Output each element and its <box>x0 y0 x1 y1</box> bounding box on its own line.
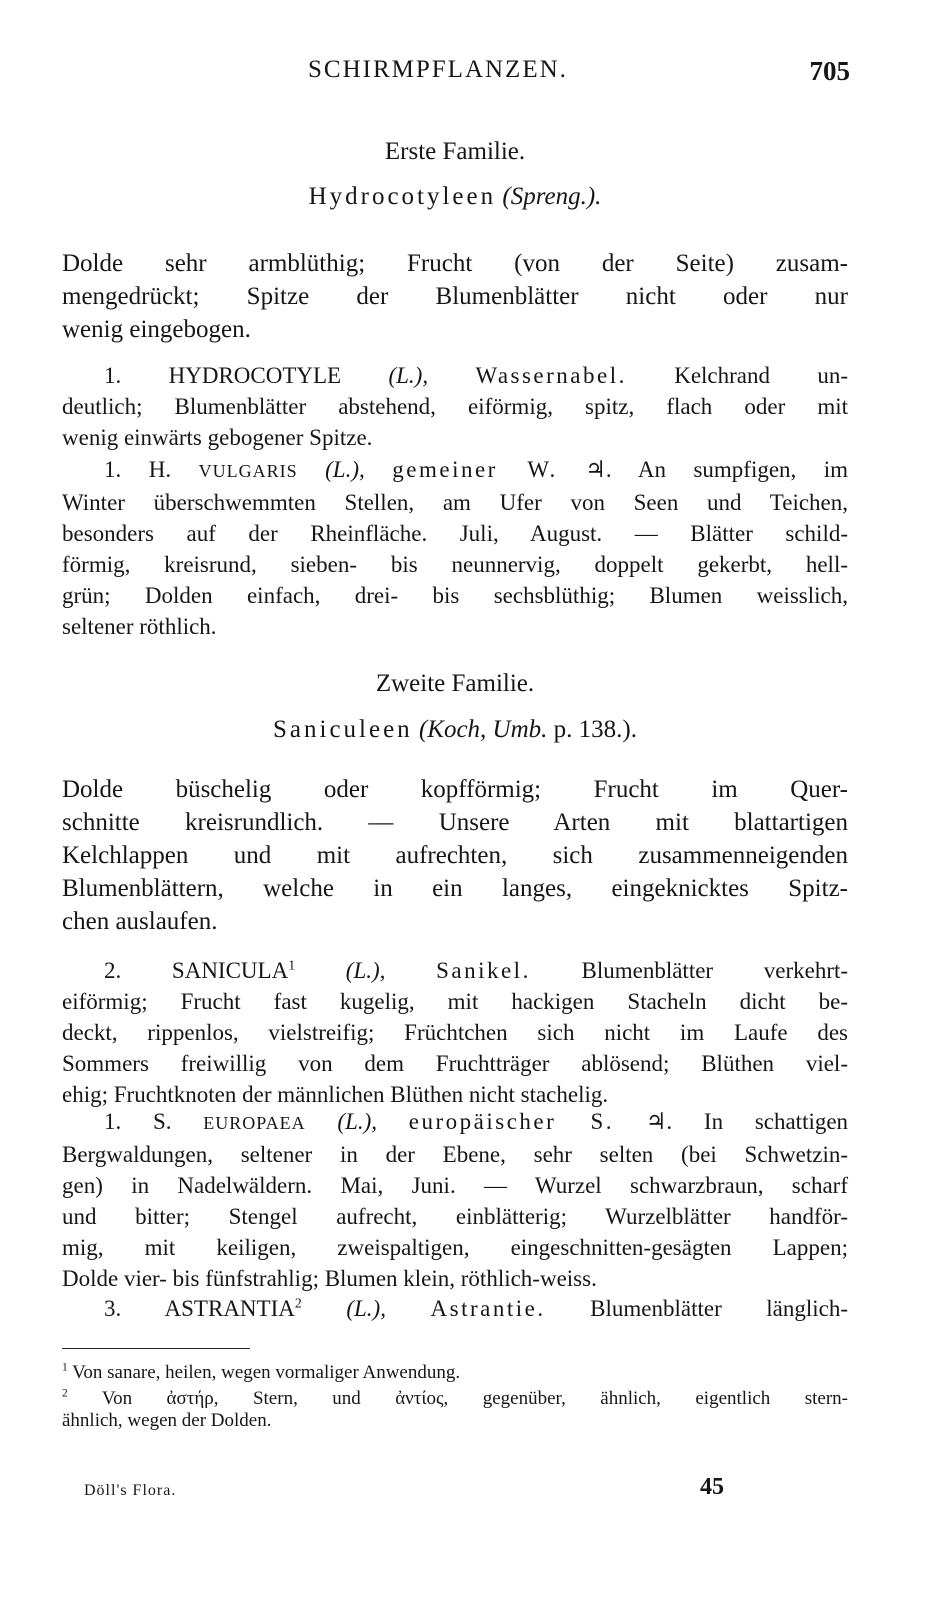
text-line: besonders auf der Rheinfläche. Juli, August. — Blätter schild- <box>62 521 848 546</box>
species-author: (L.), <box>325 457 365 482</box>
footer-publication: Döll's Flora. <box>84 1482 177 1499</box>
species-epithet: EUROPAEA <box>203 1113 306 1133</box>
text-line: Sommers freiwillig von dem Fruchtträger ablösend; Blüthen viel- <box>62 1051 848 1076</box>
genus-3-first-line <box>62 1293 848 1324</box>
footnote-marker: 2 <box>62 1387 68 1400</box>
footnote-2 <box>62 1388 848 1432</box>
text-line: grün; Dolden einfach, drei- bis sechsblüthig; Blumen weisslich, <box>62 583 848 608</box>
species-1-entry <box>62 454 848 642</box>
genus-name: ASTRANTIA <box>164 1296 295 1321</box>
footnote-text: Von ἀστήρ, Stern, und ἀντίος, gegenüber, ähnlich, eigentlich stern- <box>101 1388 848 1409</box>
text-line: gen) in Nadelwäldern. Mai, Juni. — Wurzel schwarzbraun, scharf <box>62 1173 848 1198</box>
footnote-marker: 1 <box>288 957 296 973</box>
family-1-name <box>60 183 850 211</box>
running-head <box>60 56 850 96</box>
text-line: Kelchlappen und mit aufrechten, sich zusammenneigenden <box>62 842 848 869</box>
genus-name: SANICULA <box>171 958 289 983</box>
genus-number: 2. <box>104 958 122 983</box>
species-common-name: europäischer S. <box>408 1109 615 1134</box>
genus-1-first-line <box>62 360 848 391</box>
family-1-author: (Spreng.). <box>502 183 602 210</box>
text-line: Dolde vier- bis fünfstrahlig; Blumen klein, röthlich-weiss. <box>62 1266 597 1291</box>
text-line: mengedrückt; Spitze der Blumenblätter nicht oder nur <box>62 283 848 310</box>
text-line: eiförmig; Frucht fast kugelig, mit hackigen Stacheln dicht be- <box>62 989 848 1014</box>
family-1-heading: Erste Familie. <box>384 138 526 165</box>
genus-author: (L.), <box>388 363 429 388</box>
genus-3-entry <box>62 1293 848 1324</box>
text-line: deutlich; Blumenblätter abstehend, eiförmig, spitz, flach oder mit <box>62 394 848 419</box>
text-line: förmig, kreisrund, sieben- bis neunnervig, doppelt gekerbt, hell- <box>62 552 848 577</box>
footnote-line: ähnlich, wegen der Dolden. <box>62 1410 272 1431</box>
signature-mark: 45 <box>700 1474 724 1500</box>
footnote-divider <box>62 1348 250 1349</box>
text-line: Dolde sehr armblüthig; Frucht (von der Seite) zusam- <box>62 250 848 277</box>
genus-common-name: Wassernabel. <box>475 363 627 388</box>
genus-author: (L.), <box>346 1296 386 1321</box>
genus-2-entry <box>62 955 848 1110</box>
species-common-name: gemeiner W. <box>392 457 558 482</box>
text-line: deckt, rippenlos, vielstreifig; Früchtchen sich nicht im Laufe des <box>62 1020 848 1045</box>
text-line: ehig; Fruchtknoten der männlichen Blüthen nicht stachelig. <box>62 1082 609 1107</box>
species-author: (L.), <box>337 1109 378 1134</box>
genus-common-name: Sanikel. <box>436 958 531 983</box>
genus-number: 1. <box>104 363 122 388</box>
text-run: Kelchrand un- <box>674 363 849 388</box>
text-line: Bergwaldungen, seltener in der Ebene, sehr selten (bei Schwetzin- <box>62 1142 848 1167</box>
footnote-line <box>62 1388 848 1410</box>
genus-1-entry <box>62 360 848 453</box>
family-1-title: Hydrocotyleen <box>308 183 497 210</box>
footnote-1 <box>62 1362 848 1384</box>
family-2-description <box>62 773 848 938</box>
genus-2-first-line <box>62 955 848 986</box>
text-line: wenig einwärts gebogener Spitze. <box>62 425 373 450</box>
running-title: SCHIRMPFLANZEN. <box>308 56 568 83</box>
species-2-entry <box>62 1106 848 1294</box>
text-line: Winter überschwemmten Stellen, am Ufer von Seen und Teichen, <box>62 490 848 515</box>
species-epithet: VULGARIS <box>198 461 298 481</box>
text-line: schnitte kreisrundlich. — Unsere Arten mit blattartigen <box>62 809 848 836</box>
species-number: 1. <box>104 1109 122 1134</box>
footnote-text: Von sanare, heilen, wegen vormaliger Anwendung. <box>72 1362 461 1383</box>
page-number: 705 <box>809 56 850 86</box>
genus-author: (L.), <box>345 958 386 983</box>
family-2-title: Saniculeen <box>273 716 413 743</box>
family-2-heading: Zweite Familie. <box>375 670 535 697</box>
text-line: seltener röthlich. <box>62 614 217 639</box>
family-2-author: (Koch, Umb. <box>418 716 548 743</box>
family-2-name <box>60 716 850 744</box>
genus-abbreviation: H. <box>148 457 172 482</box>
text-line: wenig eingebogen. <box>62 316 251 343</box>
text-line: mig, mit keiligen, zweispaltigen, eingeschnitten-gesägten Lappen; <box>62 1235 848 1260</box>
text-run: ♃. An sumpfigen, im <box>585 457 849 482</box>
genus-common-name: Astrantie. <box>430 1296 546 1321</box>
genus-name: HYDROCOTYLE <box>168 363 342 388</box>
genus-number: 3. <box>104 1296 122 1321</box>
species-1-first-line <box>62 454 848 487</box>
text-run: Blumenblätter verkehrt- <box>581 958 849 983</box>
family-1-description <box>62 247 848 346</box>
text-line: und bitter; Stengel aufrecht, einblätterig; Wurzelblätter handför- <box>62 1204 848 1229</box>
footnote-marker: 1 <box>62 1361 68 1374</box>
text-run: Blumenblätter länglich- <box>590 1296 849 1321</box>
text-run: ♃. In schattigen <box>645 1109 849 1134</box>
text-line: chen auslaufen. <box>62 908 218 935</box>
text-line: Dolde büschelig oder kopfförmig; Frucht im Quer- <box>62 776 848 803</box>
text-line: Blumenblättern, welche in ein langes, eingeknicktes Spitz- <box>62 875 848 902</box>
footnote-marker: 2 <box>294 1295 302 1311</box>
species-2-first-line <box>62 1106 848 1139</box>
genus-abbreviation: S. <box>153 1109 172 1134</box>
family-2-ref: p. 138.). <box>553 716 637 743</box>
species-number: 1. <box>104 457 122 482</box>
